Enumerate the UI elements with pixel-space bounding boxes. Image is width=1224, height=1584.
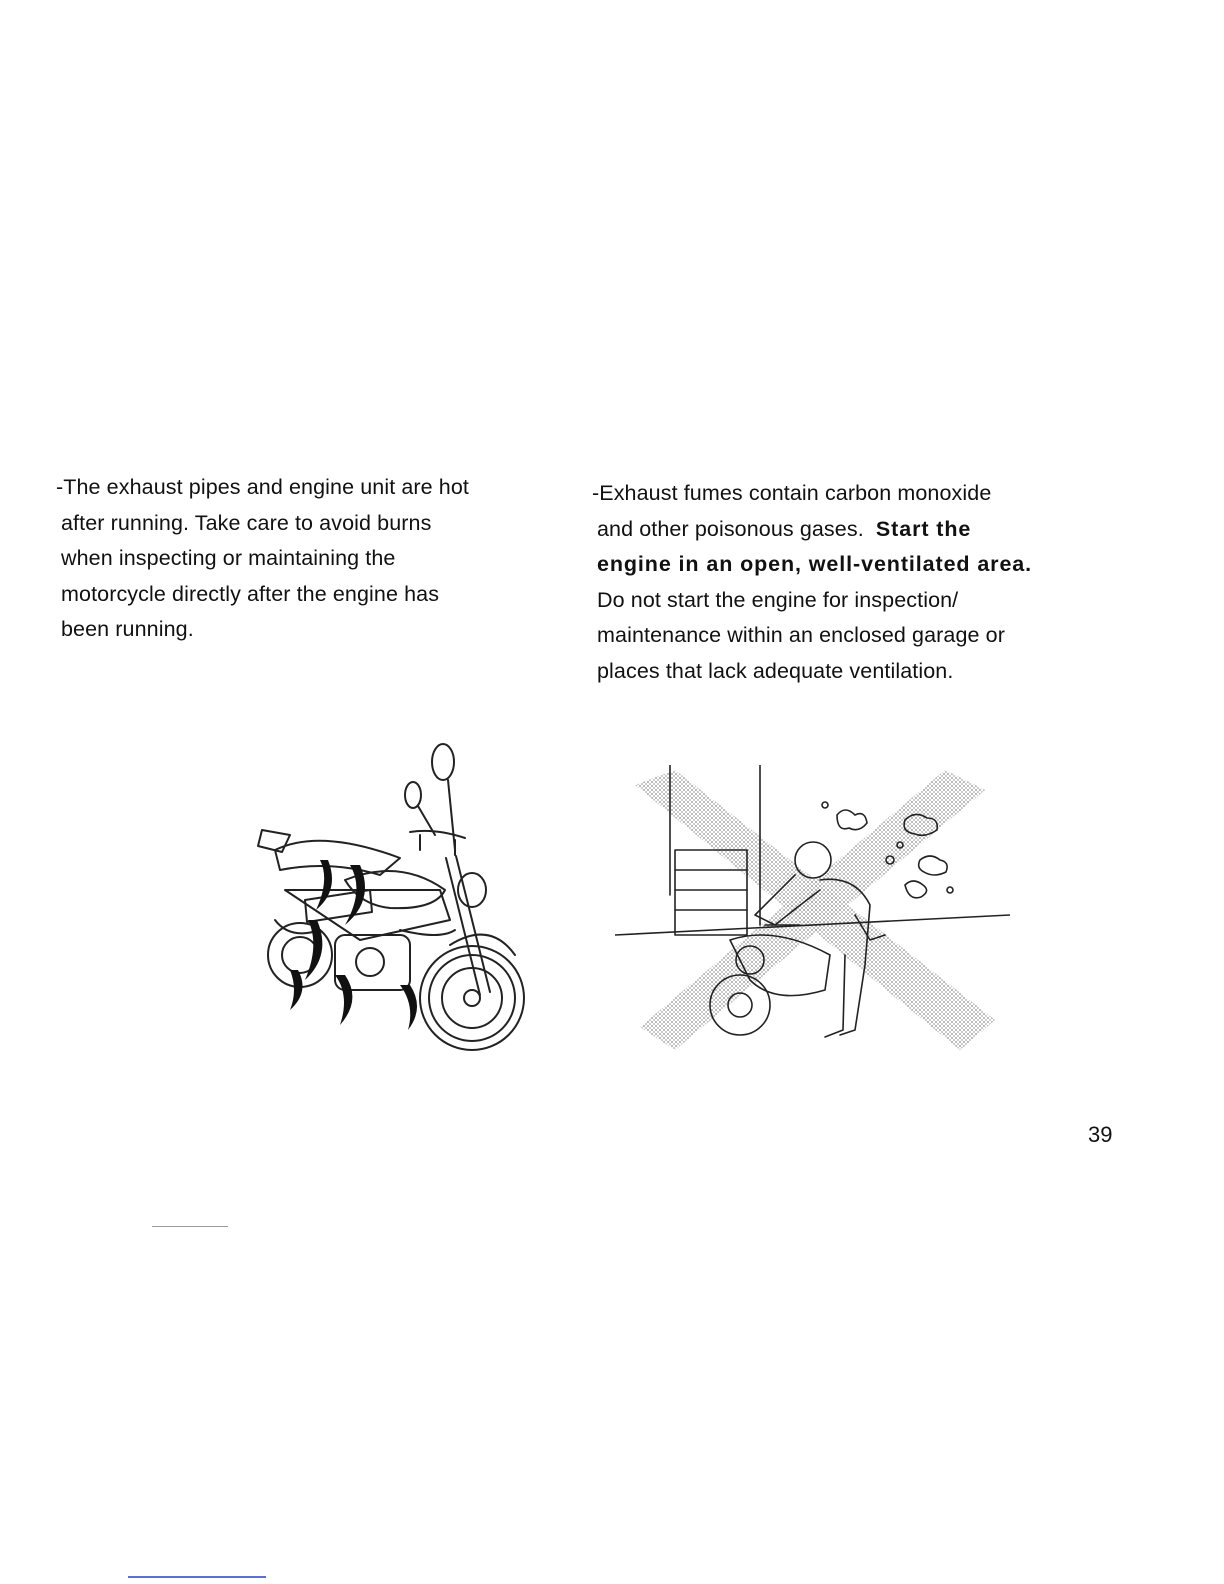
exhaust-fumes-warning-text — [592, 476, 1112, 689]
warning-line: Do not start the engine for inspection/ — [597, 587, 959, 612]
hot-motorcycle-illustration — [250, 740, 540, 1055]
warning-line: places that lack adequate ventilation. — [597, 658, 954, 683]
page-number: 39 — [1088, 1122, 1113, 1147]
warning-line — [592, 512, 1112, 548]
hot-engine-warning-text — [56, 470, 556, 648]
warning-line: after running. Take care to avoid burns — [61, 510, 432, 535]
warning-line: been running. — [61, 617, 194, 641]
warning-emphasis: Start the — [875, 516, 972, 541]
warning-line: when inspecting or maintaining the — [61, 546, 396, 570]
warning-emphasis: engine in an open, well-ventilated area. — [597, 552, 1033, 576]
divider — [152, 1226, 228, 1227]
footer-rule — [128, 1576, 266, 1578]
warning-line: -Exhaust fumes contain carbon monoxide — [592, 481, 992, 505]
warning-line: motorcycle directly after the engine has — [61, 581, 440, 606]
enclosed-garage-warning-illustration — [615, 765, 1010, 1060]
warning-line: -The exhaust pipes and engine unit are hot — [56, 475, 469, 499]
warning-text: and other poisonous gases. — [597, 516, 864, 541]
warning-line: maintenance within an enclosed garage or — [597, 623, 1005, 647]
